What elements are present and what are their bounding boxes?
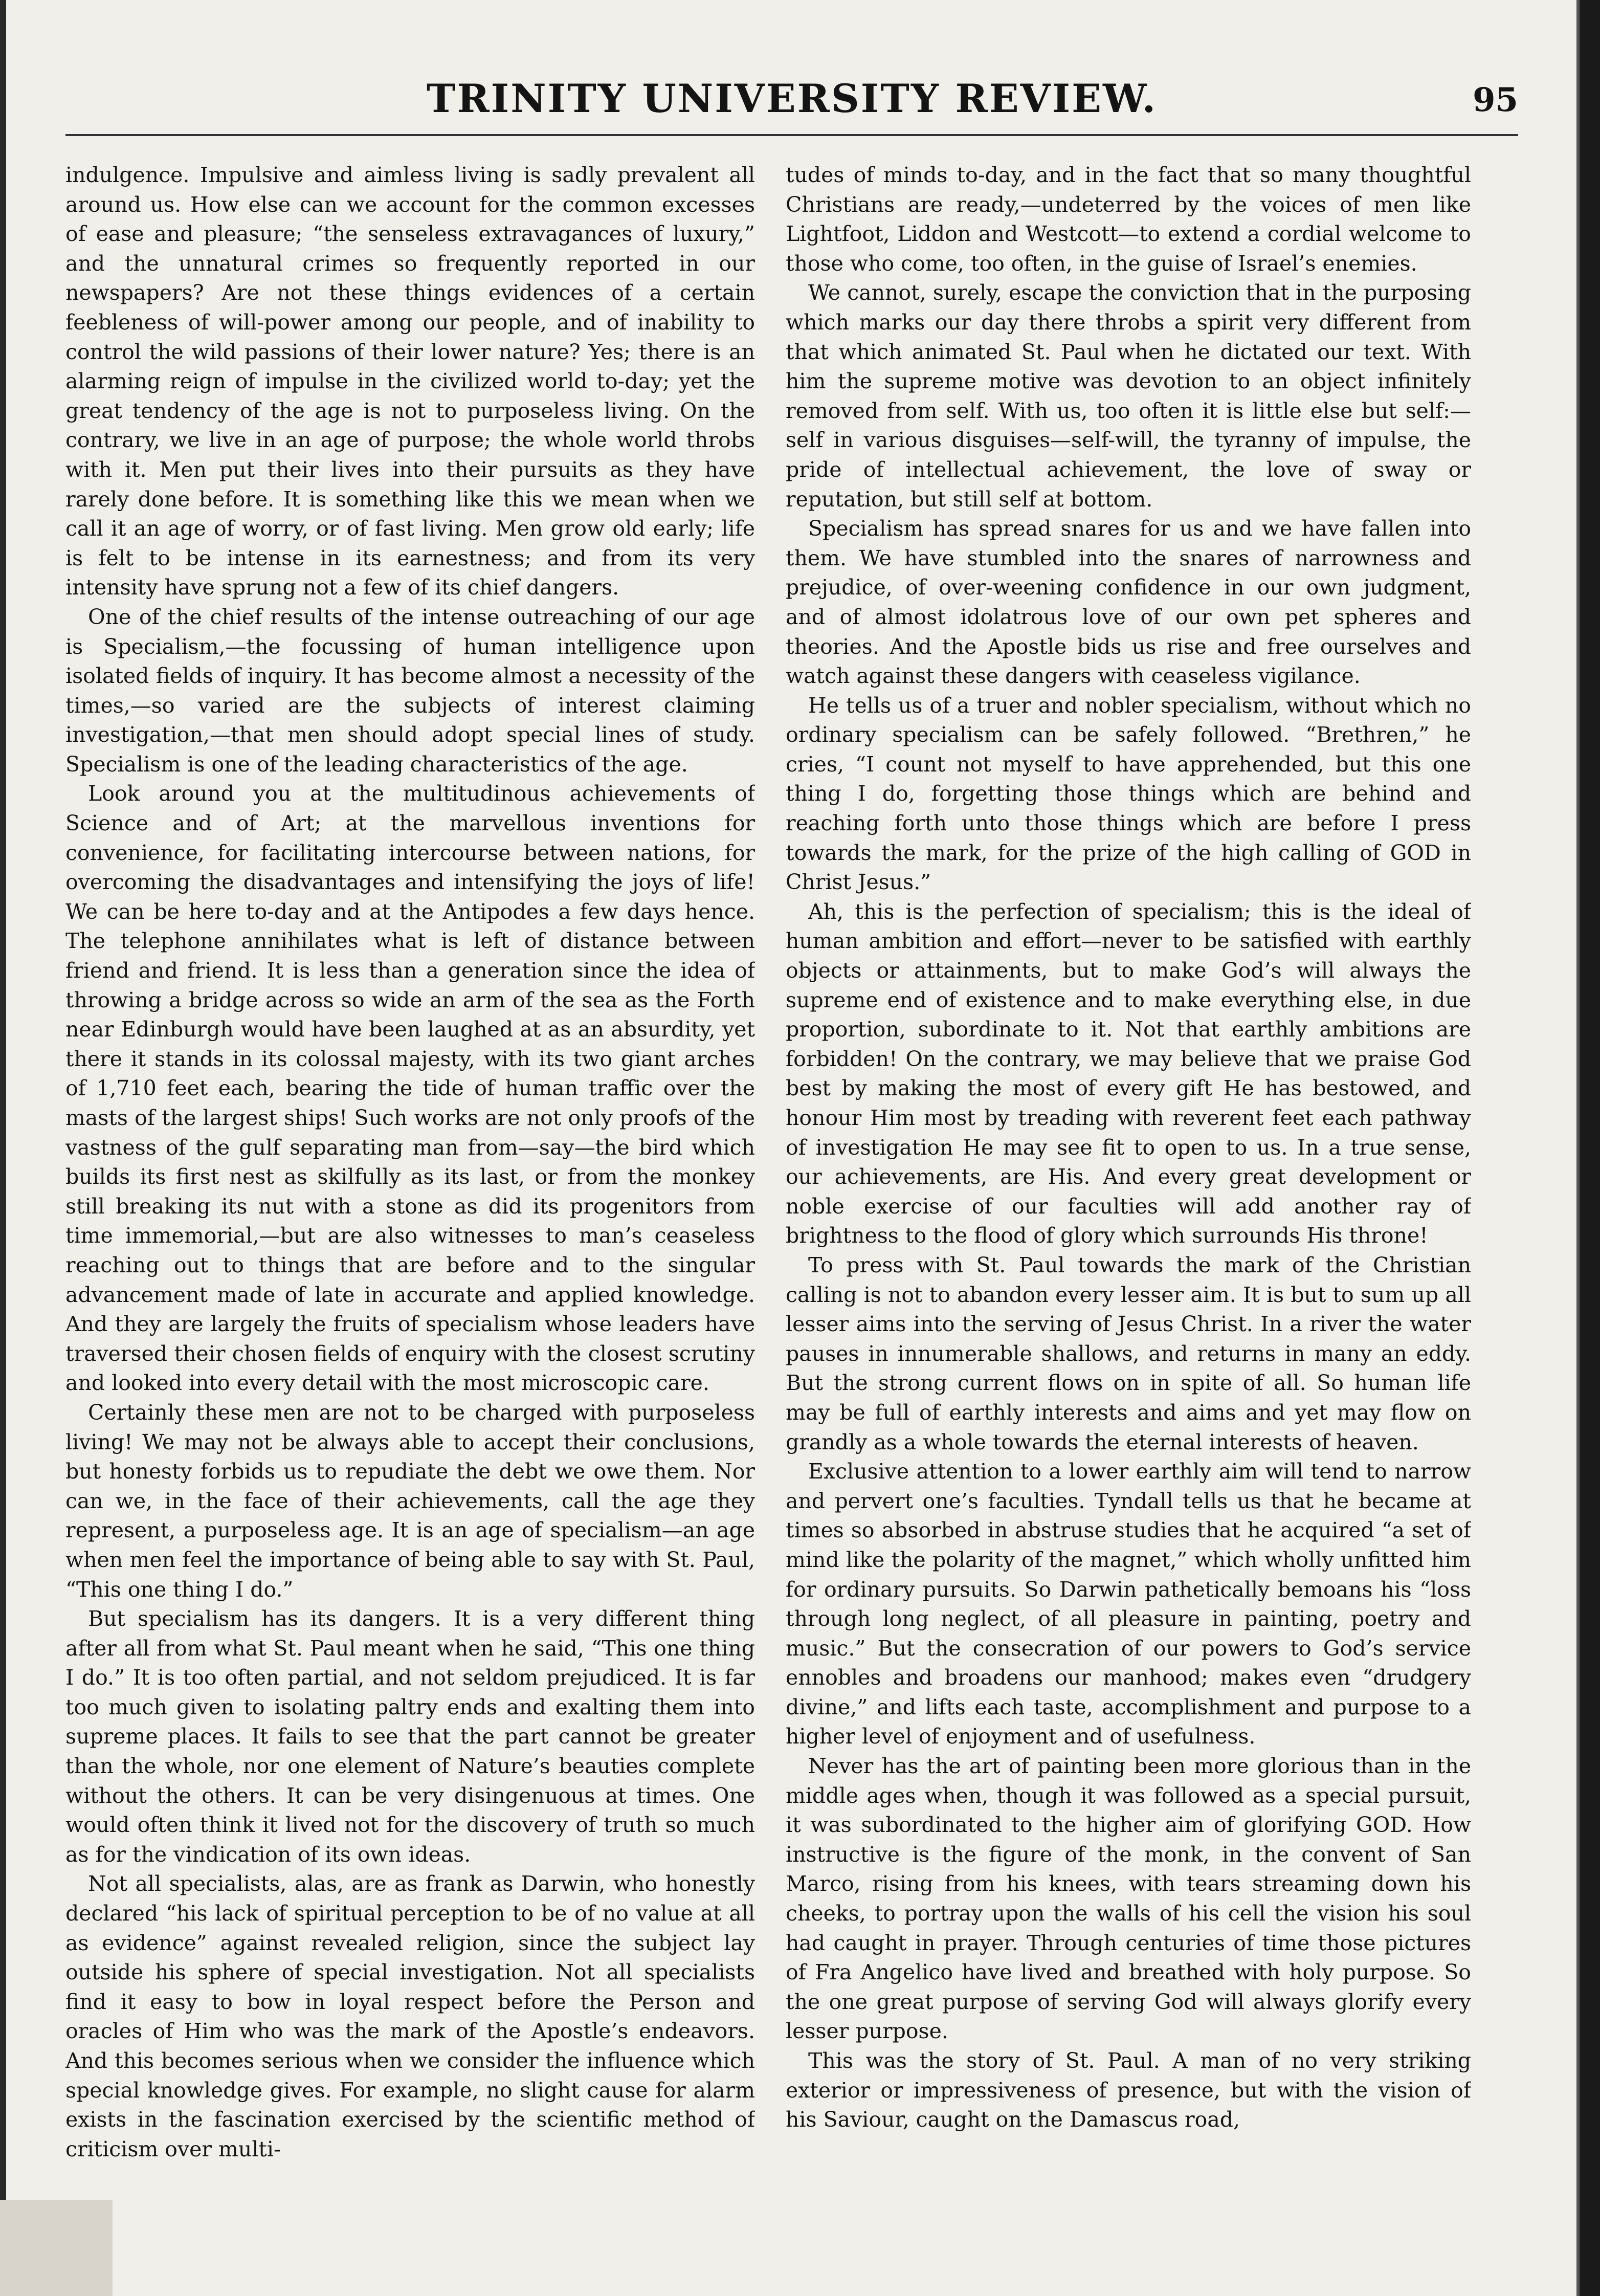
paragraph: But specialism has its dangers. It is a very different thing after all from what St. Paul meant when he said, “This one thing I do.” It is too often partial, and not seldom prejudiced. It is far too much given to isolating paltry ends and exalting them into supreme places. It fails to see that the part cannot be greater than the whole, nor one element of Nature’s beauties complete without the others. It can be very disingenuous at times. One would often think it lived not for the discovery of truth so much as for the vindication of its own ideas.: [65, 1606, 755, 1867]
paragraph: Not all specialists, alas, are as frank as Darwin, who honestly declared “his lack of spiritual perception to be of no value at all as evidence” against revealed religion, since the subject lay outside his sphere of special investigation. Not all specialists find it easy to bow in loyal respect before the Person and oracles of Him who was the mark of the Apostle’s endeavors. And this becomes serious when we consider the influence which special knowledge gives. For example, no slight cause for alarm exists in the fascination exercised by the scientific method of criticism over multi-: [65, 1871, 755, 2161]
left-column: [65, 161, 755, 2217]
scan-edge-right: [1580, 0, 1600, 2296]
scan-edge-left: [0, 0, 6, 2296]
page-corner-damage: [0, 2200, 113, 2296]
paragraph: tudes of minds to-day, and in the fact that so many thoughtful Christians are ready,—undeterred by the voices of men like Lightfoot, Liddon and Westcott—to extend a cordial welcome to those who come, too often, in the guise of Israel’s enemies.: [786, 163, 1471, 276]
paragraph: Certainly these men are not to be charged with purposeless living! We may not be always able to accept their conclusions, but honesty forbids us to repudiate the debt we owe them. Nor can we, in the face of their achievements, call the age they represent, a purposeless age. It is an age of specialism—an age when men feel the importance of being able to say with St. Paul, “This one thing I do.”: [65, 1400, 755, 1602]
right-column: [786, 161, 1471, 2217]
paragraph: Never has the art of painting been more glorious than in the middle ages when, though it was followed as a special pursuit, it was subordinated to the higher aim of glorifying GOD. How instructive is the figure of the monk, in the convent of San Marco, rising from his knees, with tears streaming down his cheeks, to portray upon the walls of his cell the vision his soul had caught in prayer. Through centuries of time those pictures of Fra Angelico have lived and breathed with holy purpose. So the one great purpose of serving God will always glorify every lesser purpose.: [786, 1754, 1471, 2044]
header-rule: [65, 134, 1518, 136]
paragraph: indulgence. Impulsive and aimless living is sadly prevalent all around us. How else can we account for the common excesses of ease and pleasure; “the senseless extravagances of luxury,” and the unnatural crimes so frequently reported in our newspapers? Are not these things evidences of a certain feebleness of will-power among our people, and of inability to control the wild passions of their lower nature? Yes; there is an alarming reign of impulse in the civilized world to-day; yet the great tendency of the age is not to purposeless living. On the contrary, we live in an age of purpose; the whole world throbs with it. Men put their lives into their pursuits as they have rarely done before. It is something like this we mean when we call it an age of worry, or of fast living. Men grow old early; life is felt to be intense in its earnestness; and from its very intensity have sprung not a few of its chief dangers.: [65, 163, 755, 600]
page-header: [65, 72, 1518, 128]
paragraph: He tells us of a truer and nobler specialism, without which no ordinary specialism can be safely followed. “Brethren,” he cries, “I count not myself to have apprehended, but this one thing I do, forgetting those things which are behind and reaching forth unto those things which are before I press towards the mark, for the prize of the high calling of GOD in Christ Jesus.”: [786, 693, 1471, 895]
paragraph: Look around you at the multitudinous achievements of Science and of Art; at the marvellous inventions for convenience, for facilitating intercourse between nations, for overcoming the disadvantages and intensifying the joys of life! We can be here to-day and at the Antipodes a few days hence. The telephone annihilates what is left of distance between friend and friend. It is less than a generation since the idea of throwing a bridge across so wide an arm of the sea as the Forth near Edinburgh would have been laughed at as an absurdity, yet there it stands in its colossal majesty, with its two giant arches of 1,710 feet each, bearing the tide of human traffic over the masts of the largest ships! Such works are not only proofs of the vastness of the gulf separating man from—say—the bird which builds its first nest as skilfully as its last, or from the monkey still breaking its nut with a stone as did its progenitors from time immemorial,—but are also witnesses to man’s ceaseless reaching out to things that are before and to the singular advancement made of late in accurate and applied knowledge. And they are largely the fruits of specialism whose leaders have traversed their chosen fields of enquiry with the closest scrutiny and looked into every detail with the most microscopic care.: [65, 781, 755, 1396]
paragraph: One of the chief results of the intense outreaching of our age is Specialism,—the focussing of human intelligence upon isolated fields of inquiry. It has become almost a necessity of the times,—so varied are the subjects of interest claiming investigation,—that men should adopt special lines of study. Specialism is one of the leading characteristics of the age.: [65, 604, 755, 777]
paragraph: Exclusive attention to a lower earthly aim will tend to narrow and pervert one’s faculties. Tyndall tells us that he became at times so absorbed in abstruse studies that he acquired “a set of mind like the polarity of the magnet,” which wholly unfitted him for ordinary pursuits. So Darwin pathetically bemoans his “loss through long neglect, of all pleasure in painting, poetry and music.” But the consecration of our powers to God’s service ennobles and broadens our manhood; makes even “drudgery divine,” and lifts each taste, accomplishment and purpose to a higher level of enjoyment and of usefulness.: [786, 1459, 1471, 1749]
page-number: 95: [1472, 81, 1518, 119]
running-title: TRINITY UNIVERSITY REVIEW.: [426, 76, 1158, 121]
paragraph: To press with St. Paul towards the mark of the Christian calling is not to abandon every lesser aim. It is but to sum up all lesser aims into the serving of Jesus Christ. In a river the water pauses in innumerable shallows, and returns in many an eddy. But the strong current flows on in spite of all. So human life may be full of earthly interests and aims and yet may flow on grandly as a whole towards the eternal interests of heaven.: [786, 1252, 1471, 1454]
paragraph: Ah, this is the perfection of specialism; this is the ideal of human ambition and effort—never to be satisfied with earthly objects or attainments, but to make God’s will always the supreme end of existence and to make everything else, in due proportion, subordinate to it. Not that earthly ambitions are forbidden! On the contrary, we may believe that we praise God best by making the most of every gift He has bestowed, and honour Him most by treading with reverent feet each pathway of investigation He may see fit to open to us. In a true sense, our achievements, are His. And every great development or noble exercise of our faculties will add another ray of brightness to the flood of glory which surrounds His throne!: [786, 899, 1471, 1248]
paragraph: This was the story of St. Paul. A man of no very striking exterior or impressiveness of presence, but with the vision of his Saviour, caught on the Damascus road,: [786, 2048, 1471, 2132]
paragraph: Specialism has spread snares for us and we have fallen into them. We have stumbled into the snares of narrowness and prejudice, of over-weening confidence in our own judgment, and of almost idolatrous love of our own pet spheres and theories. And the Apostle bids us rise and free ourselves and watch against these dangers with ceaseless vigilance.: [786, 516, 1471, 689]
paragraph: We cannot, surely, escape the conviction that in the purposing which marks our day there throbs a spirit very different from that which animated St. Paul when he dictated our text. With him the supreme motive was devotion to an object infinitely removed from self. With us, too often it is little else but self:—self in various disguises—self-will, the tyranny of impulse, the pride of intellectual achievement, the love of sway or reputation, but still self at bottom.: [786, 280, 1471, 512]
